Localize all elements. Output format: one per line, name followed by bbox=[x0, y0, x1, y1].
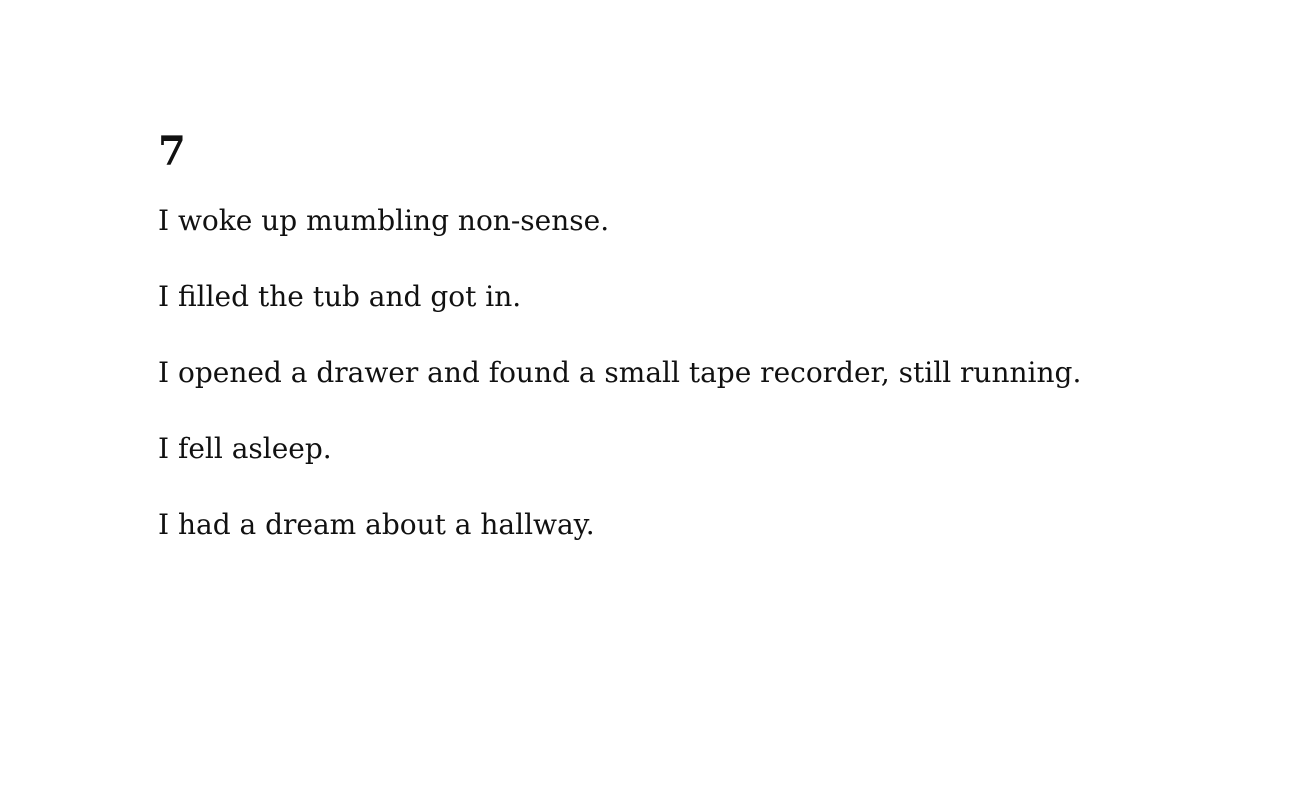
text-line: I fell asleep. bbox=[158, 432, 332, 465]
text-line: I had a dream about a hallway. bbox=[158, 508, 595, 541]
text-line: I opened a drawer and found a small tape recorder, still running. bbox=[158, 356, 1082, 389]
section-number: 7 bbox=[158, 128, 186, 175]
text-line: I woke up mumbling non-sense. bbox=[158, 204, 610, 237]
text-line: I filled the tub and got in. bbox=[158, 280, 522, 313]
